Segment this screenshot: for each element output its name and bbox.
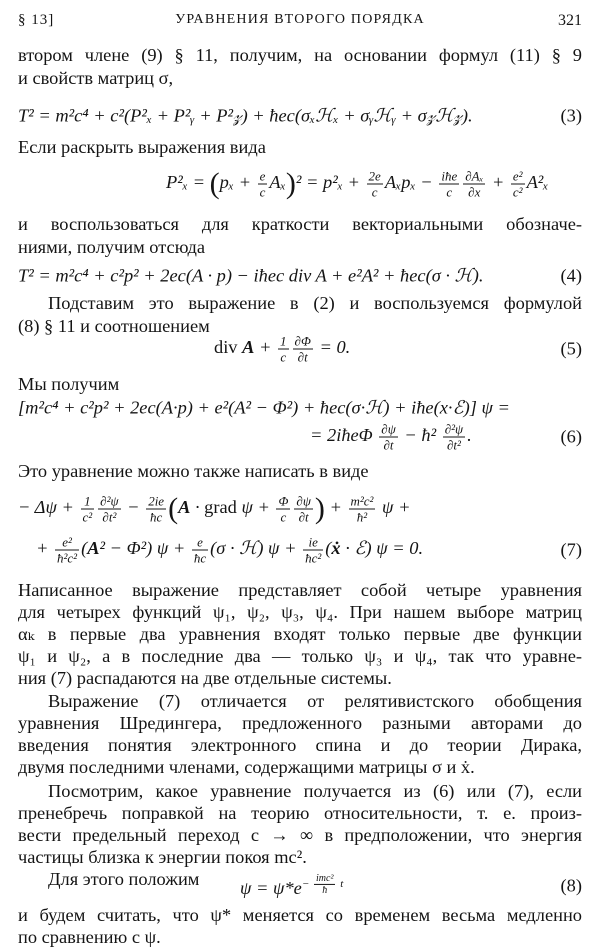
- text-line: введения понятия электронного спина и до теории Дирака,: [18, 735, 582, 755]
- text-line: Выражение (7) отличается от релятивистского обобщения: [48, 691, 582, 711]
- equation-8: [18, 864, 582, 908]
- text-line: двумя последними членами, содержащими матрицы σ и ẋ.: [18, 757, 475, 777]
- text-line: Подставим это выражение в (2) и воспользуемся формулой: [48, 293, 582, 313]
- text-line: и свойств матриц σ,: [18, 68, 174, 88]
- page-header: [0, 12, 600, 34]
- text-line: Мы получим: [18, 374, 120, 394]
- text-line: Это уравнение можно также написать в виде: [18, 461, 369, 481]
- running-title: УРАВНЕНИЯ ВТОРОГО ПОРЯДКА: [175, 12, 425, 27]
- section-ref: § 13]: [18, 12, 55, 28]
- text-line: и будем считать, что ψ* меняется со временем весьма медленно: [18, 905, 582, 925]
- text-line: Для этого положим: [48, 869, 200, 889]
- text-line: для четырех функций ψ₁, ψ₂, ψ₃, ψ₄. При нашем выборе матриц: [18, 602, 582, 622]
- text-line: Написанное выражение представляет собой четыре уравнения: [18, 580, 582, 600]
- text-line: (8) § 11 и соотношением: [18, 316, 210, 336]
- equation-4: [18, 256, 582, 296]
- equation-body: [m²c⁴ + c²p² + 2ec(A·p) + e²(A² − Φ²) + ħec(σ·ℋ) + iħe(x·ℰ)] ψ =: [18, 397, 510, 418]
- text-line: ψ₁ и ψ₂, а в последние два — только ψ₃ и ψ₄, так что уравне-: [18, 646, 582, 666]
- text-line: αₖ в первые два уравнения входят только первые две функции: [18, 624, 582, 644]
- equation-body: P²ₓ = (pₓ + $\frac{e}{c}$ Aₓ)² = p²ₓ + $\frac{2e}{c}$ Aₓpₓ − iħe c $\frac{\text{∂Aₓ}}{\partial x}$ + $\frac{\text{e²}}{\text{c²}}$ A²ₓ: [166, 167, 549, 200]
- equation-number: (7): [560, 539, 582, 560]
- page-number: 321: [558, 12, 582, 29]
- equation-7-line-1: [18, 486, 582, 532]
- text-line: и воспользоваться для краткости векториальными обозначе-: [18, 214, 582, 234]
- equation-5: [18, 327, 582, 371]
- equation-number: (4): [560, 265, 582, 286]
- text-line: по сравнению с ψ.: [18, 927, 161, 947]
- text-line: пренебречь поправкой на теорию относительности, т. е. произ-: [18, 803, 582, 823]
- text-line: уравнения Шредингера, предложенного разными авторами до: [18, 713, 582, 733]
- equation-body: = 2iħeΦ $\frac{\partial\psi}{\partial t}$ − ħ² $\frac{\text{∂²ψ}}{\text{∂t²}}$ .: [310, 421, 472, 453]
- equation-body: T² = m²c⁴ + c²p² + 2ec(A · p) − iħec div A + e²A² + ħec(σ · ℋ).: [18, 265, 484, 286]
- equation-number: (6): [560, 426, 582, 447]
- text-line: вести предельный переход c → ∞ в предположении, что энергия: [18, 825, 582, 845]
- equation-body: + $\frac{\text{e²}}{\text{ħ²c²}}$ (A² − Φ²) ψ + $\frac{e}{ħc}$ (σ · ℋ) ψ + $\frac{ie}{\text{ħc²}}$ (ẋ · ℰ) ψ = 0.: [36, 534, 424, 566]
- text-line: ния (7) распадаются на две отдельные системы.: [18, 668, 392, 688]
- equation-3: [18, 96, 582, 136]
- equation-number: (5): [560, 338, 582, 359]
- equation-7-line-2: [18, 527, 582, 573]
- equation-number: (8): [560, 875, 582, 896]
- equation-body: − Δψ + $\frac{1}{\text{c²}}$ $\frac{\text{∂²ψ}}{\text{∂t²}}$ − $\frac{2ie}{ħc}$ (A · grad ψ + $\frac{\Phi}{c}$ $\frac{\partial\psi}{\partial t}$ ) + $\frac{\text{m²c²}}{\text{ħ²}}$ ψ +: [18, 492, 411, 525]
- equation-px: [18, 160, 582, 208]
- equation-6-line-2: [18, 415, 582, 459]
- text-line: Посмотрим, какое уравнение получается из (6) или (7), если: [48, 781, 582, 801]
- equation-body: div A + $\frac{1}{c}$ $\frac{\partial\Phi}{\partial t}$ = 0.: [214, 333, 351, 365]
- text-line: частицы близка к энергии покоя mc².: [18, 847, 307, 867]
- text-line: ниями, получим отсюда: [18, 237, 206, 257]
- equation-number: (3): [560, 105, 582, 126]
- equation-body: T² = m²c⁴ + c²(P²ₓ + P²ᵧ + P²𝓏) + ħec(σₓℋₓ + σᵧℋᵧ + σ𝓏ℋ𝓏).: [18, 105, 473, 126]
- equation-body: $\psi = \psi*e^{- imc^2 ħ t}$: [240, 872, 344, 899]
- text-line: Если раскрыть выражения вида: [18, 137, 266, 157]
- text-line: втором члене (9) § 11, получим, на основании формул (11) § 9: [18, 45, 582, 65]
